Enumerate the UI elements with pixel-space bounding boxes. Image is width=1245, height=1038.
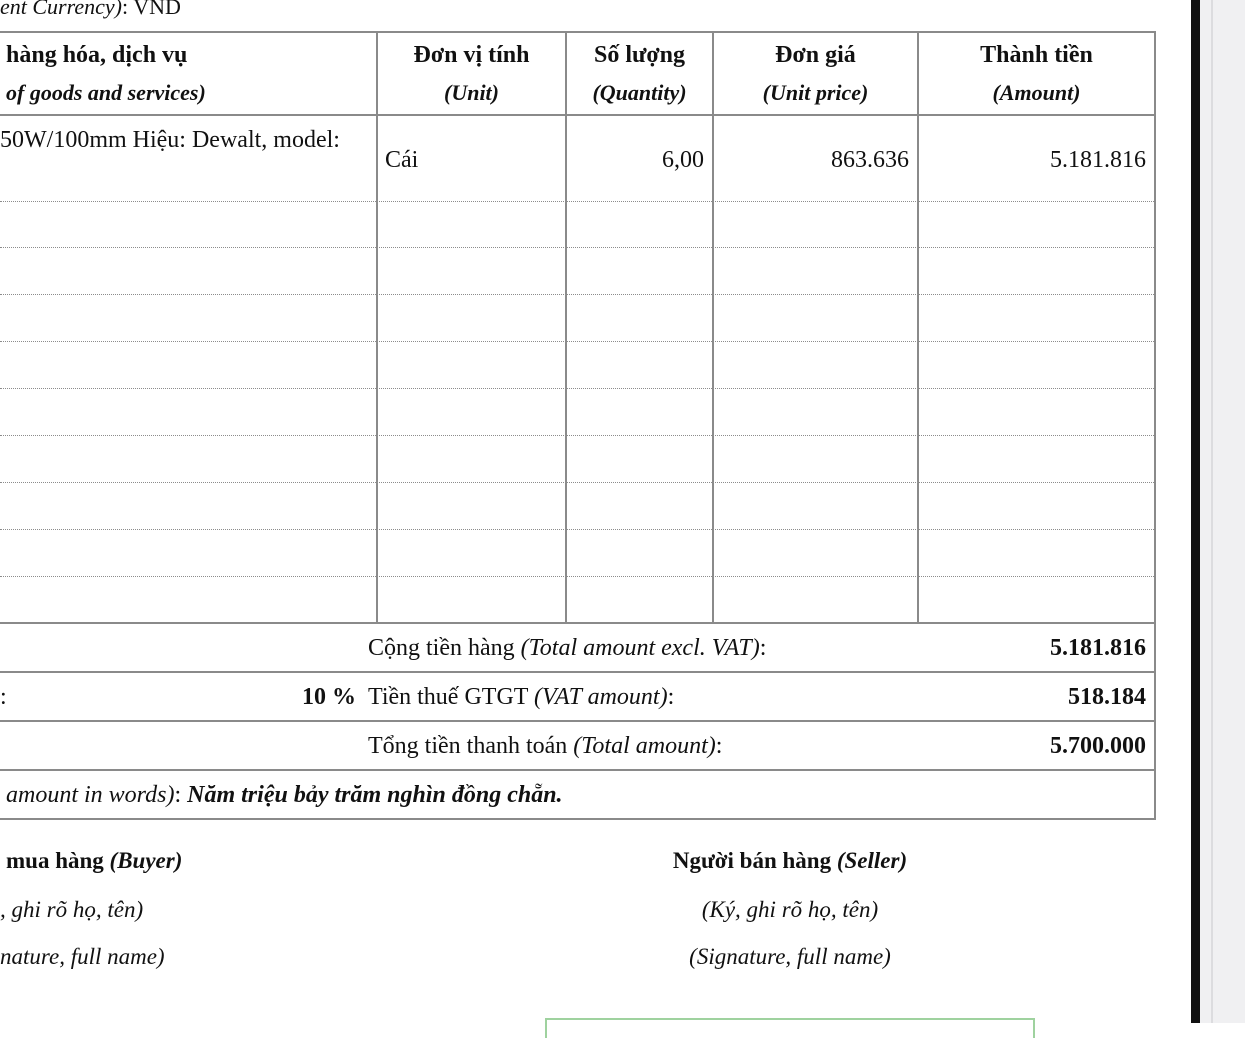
currency-value: : VND [121,0,181,19]
buyer-sign-line2: nature, full name) [0,944,165,969]
subtotal-label-vi: Cộng tiền hàng [368,635,515,661]
signature-stamp-box [545,1018,1035,1038]
subtotal-label [368,635,766,662]
total-label-vi: Tổng tiền thanh toán [368,733,568,759]
header-amount-en: (Amount) [992,80,1081,105]
seller-title-en: (Seller) [836,848,908,873]
subtotal-label-en: (Total amount excl. VAT) [520,635,760,661]
currency-label: ent Currency) [0,0,122,19]
header-unit-price-en: (Unit price) [762,80,869,105]
total-label-en: (Total amount) [573,733,716,759]
subtotal-value: 5.181.816 [1050,635,1146,661]
vat-left-colon: : [0,684,7,710]
vat-label-vi: Tiền thuế GTGT [368,684,529,710]
header-quantity-vi: Số lượng [593,42,686,68]
buyer-title [6,848,182,874]
row-unit: Cái [385,147,419,173]
header-description-en: of goods and services) [6,80,206,105]
words-value: Năm triệu bảy trăm nghìn đồng chẵn. [187,782,563,808]
subtotal-colon: : [759,635,767,661]
seller-sign-line2: (Signature, full name) [689,944,891,969]
row-amount: 5.181.816 [1050,147,1146,173]
row-unit-price: 863.636 [831,147,909,173]
seller-title [590,848,990,874]
row-description: 50W/100mm Hiệu: Dewalt, model: [0,127,340,153]
total-label [368,733,722,760]
total-colon: : [715,733,723,759]
header-unit-vi: Đơn vị tính [413,42,530,68]
buyer-title-en: (Buyer) [109,848,183,873]
header-quantity-en: (Quantity) [592,80,687,105]
page-frame-border [1191,0,1200,1023]
words-label: amount in words) [6,782,175,808]
vat-label-en: (VAT amount) [534,684,668,710]
vat-colon: : [667,684,675,710]
header-unit-en: (Unit) [444,80,499,105]
seller-sign-line1: (Ký, ghi rõ họ, tên) [701,897,879,922]
seller-title-vi: Người bán hàng [672,848,832,873]
row-quantity: 6,00 [662,147,704,173]
vat-label [368,684,674,711]
header-unit-price-vi: Đơn giá [775,42,856,68]
buyer-title-vi: mua hàng [6,848,104,873]
total-value: 5.700.000 [1050,733,1146,759]
header-description-vi: hàng hóa, dịch vụ [6,42,188,68]
currency-line [0,0,181,20]
viewer-scrollbar-track[interactable] [1211,0,1213,1023]
words-colon: : [174,782,188,808]
vat-rate: 10 % [302,684,356,710]
buyer-sign-line1: , ghi rõ họ, tên) [0,897,144,922]
viewer-margin [1200,0,1245,1023]
vat-value: 518.184 [1068,684,1146,710]
amount-in-words [6,782,563,809]
header-amount-vi: Thành tiền [980,42,1093,68]
